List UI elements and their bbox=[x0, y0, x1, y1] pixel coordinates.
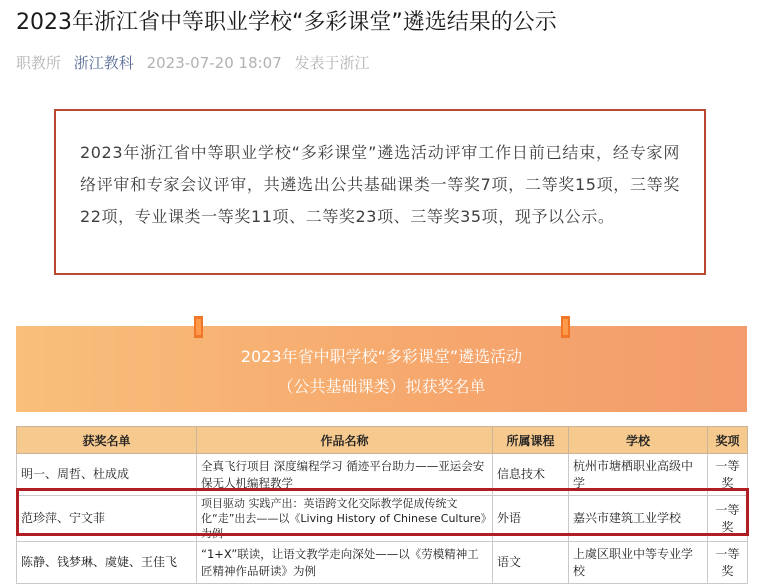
cell-school: 杭州市塘栖职业高级中学 bbox=[569, 454, 708, 496]
banner-subtitle: （公共基础课类）拟获奖名单 bbox=[277, 377, 486, 396]
cell-winners: 陈静、钱梦琳、虞婕、王佳飞 bbox=[17, 542, 197, 584]
banner-peg-right bbox=[561, 316, 570, 338]
header-winners: 获奖名单 bbox=[17, 427, 197, 454]
account-link[interactable]: 浙江教科 bbox=[73, 54, 134, 72]
publish-location: 发表于浙江 bbox=[294, 54, 370, 72]
table-header-row bbox=[17, 427, 748, 454]
cell-work: 全真飞行项目 深度编程学习 循迹平台助力——亚运会安保无人机编程教学 bbox=[197, 454, 493, 496]
cell-school: 嘉兴市建筑工业学校 bbox=[569, 496, 708, 542]
notice-box: 2023年浙江省中等职业学校“多彩课堂”遴选活动评审工作日前已结束，经专家网络评审和专家会议评审，共遴选出公共基础课类一等奖7项，二等奖15项，三等奖22项，专业课类一等奖11项、二等奖23项、三等奖35项，现予以公示。 bbox=[54, 109, 706, 275]
awards-table bbox=[16, 426, 748, 584]
cell-prize: 一等奖 bbox=[708, 454, 748, 496]
cell-prize: 一等奖 bbox=[708, 542, 748, 584]
table-row bbox=[17, 454, 748, 496]
banner-peg-left bbox=[194, 316, 203, 338]
cell-work: “1+X”联读，让语文教学走向深处——以《劳模精神工匠精神作品研读》为例 bbox=[197, 542, 493, 584]
cell-winners: 范珍萍、宁文菲 bbox=[17, 496, 197, 542]
article-tag: 职教所 bbox=[16, 54, 62, 72]
header-course: 所属课程 bbox=[493, 427, 569, 454]
article-title: 2023年浙江省中等职业学校“多彩课堂”遴选结果的公示 bbox=[16, 10, 557, 35]
table-row bbox=[17, 496, 748, 542]
cell-work: 项目驱动 实践产出：英语跨文化交际教学促成传统文化“走”出去——以《Living History of Chinese Culture》为例 bbox=[197, 496, 493, 542]
cell-course: 外语 bbox=[493, 496, 569, 542]
table-row bbox=[17, 542, 748, 584]
header-work: 作品名称 bbox=[197, 427, 493, 454]
list-banner bbox=[16, 326, 747, 412]
cell-course: 语文 bbox=[493, 542, 569, 584]
cell-course: 信息技术 bbox=[493, 454, 569, 496]
banner-title: 2023年省中职学校“多彩课堂”遴选活动 bbox=[240, 347, 523, 366]
cell-school: 上虞区职业中等专业学校 bbox=[569, 542, 708, 584]
cell-prize: 一等奖 bbox=[708, 496, 748, 542]
cell-winners: 明一、周哲、杜成成 bbox=[17, 454, 197, 496]
header-prize: 奖项 bbox=[708, 427, 748, 454]
publish-datetime: 2023-07-20 18:07 bbox=[146, 54, 282, 72]
article-meta bbox=[16, 53, 378, 73]
header-school: 学校 bbox=[569, 427, 708, 454]
